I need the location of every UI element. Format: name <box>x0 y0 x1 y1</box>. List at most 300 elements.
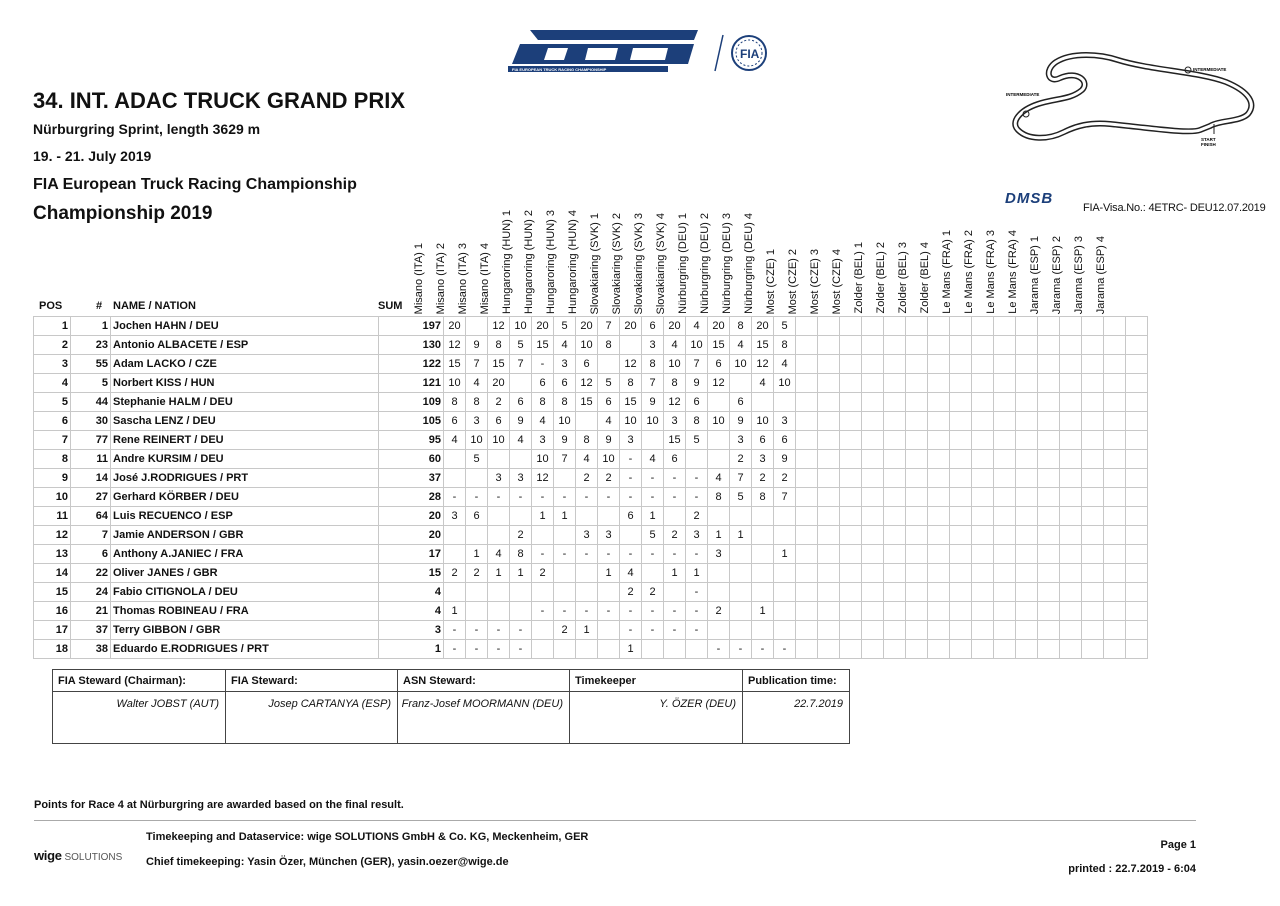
race-points-cell: - <box>620 621 642 640</box>
race-points-cell <box>818 393 840 412</box>
race-points-cell <box>1038 469 1060 488</box>
race-points-cell <box>884 564 906 583</box>
race-points-cell <box>730 583 752 602</box>
race-points-cell <box>708 583 730 602</box>
race-points-cell <box>950 583 972 602</box>
race-header-label: Zolder (BEL) 4 <box>919 242 931 314</box>
race-points-cell <box>972 374 994 393</box>
race-points-cell <box>796 526 818 545</box>
race-points-cell: 7 <box>598 317 620 336</box>
car-number-cell: 38 <box>71 640 111 659</box>
race-points-cell <box>994 469 1016 488</box>
race-points-cell <box>862 583 884 602</box>
race-points-cell: 4 <box>642 450 664 469</box>
race-points-cell: 4 <box>532 412 554 431</box>
race-points-cell <box>488 507 510 526</box>
track-label-intermediate-right: INTERMEDIATE <box>1193 67 1227 72</box>
race-header-label: Jarama (ESP) 4 <box>1095 235 1107 314</box>
race-points-cell <box>928 526 950 545</box>
race-points-cell <box>928 507 950 526</box>
race-points-cell <box>1104 545 1126 564</box>
steward-title: Timekeeper <box>570 670 743 692</box>
driver-name-cell: Luis RECUENCO / ESP <box>111 507 379 526</box>
race-points-cell <box>1104 393 1126 412</box>
race-points-cell <box>1060 526 1082 545</box>
race-points-cell: 4 <box>488 545 510 564</box>
race-points-cell <box>928 488 950 507</box>
race-points-cell: 12 <box>664 393 686 412</box>
race-points-cell <box>532 640 554 659</box>
race-points-cell <box>818 602 840 621</box>
race-points-cell <box>818 355 840 374</box>
driver-name-cell: Terry GIBBON / GBR <box>111 621 379 640</box>
etrc-logo <box>508 26 703 78</box>
race-points-cell: - <box>532 355 554 374</box>
race-points-cell: 10 <box>488 431 510 450</box>
race-points-cell <box>950 412 972 431</box>
race-points-cell: 4 <box>444 431 466 450</box>
race-points-cell <box>972 336 994 355</box>
race-points-cell <box>1038 488 1060 507</box>
race-header-label: Nürburgring (DEU) 2 <box>699 213 711 314</box>
race-points-cell <box>796 545 818 564</box>
position-cell: 9 <box>34 469 71 488</box>
race-points-cell <box>950 431 972 450</box>
race-points-cell <box>862 317 884 336</box>
race-points-cell <box>730 545 752 564</box>
race-points-cell <box>1060 545 1082 564</box>
race-points-cell <box>862 374 884 393</box>
race-points-cell <box>1038 450 1060 469</box>
race-header-label: Hungaroring (HUN) 3 <box>545 210 557 314</box>
race-points-cell <box>752 393 774 412</box>
race-points-cell <box>972 469 994 488</box>
race-points-cell <box>862 431 884 450</box>
race-points-cell <box>818 564 840 583</box>
wige-logo-rest: SOLUTIONS <box>61 852 123 863</box>
position-cell: 10 <box>34 488 71 507</box>
printed-time: printed : 22.7.2019 - 6:04 <box>1068 863 1196 875</box>
race-header <box>805 200 827 316</box>
race-points-cell <box>1082 336 1104 355</box>
race-points-cell: 2 <box>510 526 532 545</box>
race-points-cell <box>1038 393 1060 412</box>
race-points-cell: 12 <box>708 374 730 393</box>
race-points-cell: 1 <box>576 621 598 640</box>
race-points-cell: 1 <box>554 507 576 526</box>
race-points-cell <box>1104 336 1126 355</box>
race-points-cell <box>994 564 1016 583</box>
race-points-cell <box>884 621 906 640</box>
race-points-cell: 2 <box>752 469 774 488</box>
race-points-cell <box>1082 450 1104 469</box>
car-number-cell: 23 <box>71 336 111 355</box>
race-points-cell <box>1038 640 1060 659</box>
race-points-cell: 1 <box>488 564 510 583</box>
race-points-cell <box>818 507 840 526</box>
race-header <box>761 200 783 316</box>
race-points-cell <box>1082 393 1104 412</box>
race-points-cell <box>1082 431 1104 450</box>
race-points-cell <box>950 374 972 393</box>
race-points-cell: 2 <box>488 393 510 412</box>
race-points-cell <box>928 564 950 583</box>
race-points-cell <box>840 640 862 659</box>
car-number-cell: 11 <box>71 450 111 469</box>
race-points-cell: - <box>488 640 510 659</box>
race-points-cell <box>730 621 752 640</box>
race-points-cell <box>796 336 818 355</box>
race-points-cell <box>862 393 884 412</box>
race-points-cell <box>796 488 818 507</box>
race-points-cell <box>950 640 972 659</box>
race-points-cell <box>664 640 686 659</box>
race-points-cell <box>1082 621 1104 640</box>
race-points-cell: - <box>642 545 664 564</box>
race-points-cell <box>972 564 994 583</box>
points-sum-cell: 4 <box>379 602 444 621</box>
race-points-cell <box>1104 450 1126 469</box>
race-points-cell <box>950 469 972 488</box>
race-points-cell: 9 <box>554 431 576 450</box>
race-points-cell: 1 <box>510 564 532 583</box>
race-points-cell <box>994 640 1016 659</box>
points-sum-cell: 122 <box>379 355 444 374</box>
race-points-cell <box>708 431 730 450</box>
race-points-cell <box>1060 336 1082 355</box>
race-points-cell: 3 <box>510 469 532 488</box>
event-dates: 19. - 21. July 2019 <box>33 148 152 164</box>
race-points-cell <box>796 393 818 412</box>
stewards-table <box>52 669 850 744</box>
dmsb-logo: DMSB <box>1005 190 1054 207</box>
race-points-cell <box>752 526 774 545</box>
race-points-cell <box>950 602 972 621</box>
position-cell: 12 <box>34 526 71 545</box>
race-points-cell <box>840 507 862 526</box>
race-points-cell <box>796 374 818 393</box>
race-points-cell <box>774 602 796 621</box>
race-points-cell <box>928 450 950 469</box>
race-points-cell <box>972 431 994 450</box>
race-points-cell <box>906 355 928 374</box>
steward-name: Walter JOBST (AUT) <box>53 692 226 744</box>
race-points-cell: 10 <box>708 412 730 431</box>
race-points-cell <box>994 317 1016 336</box>
race-points-cell <box>1126 583 1148 602</box>
race-points-cell: - <box>532 602 554 621</box>
race-points-cell: 3 <box>488 469 510 488</box>
race-points-cell <box>1016 374 1038 393</box>
race-points-cell <box>1016 393 1038 412</box>
race-points-cell <box>444 450 466 469</box>
race-header <box>453 200 475 316</box>
points-sum-cell: 17 <box>379 545 444 564</box>
race-points-cell <box>554 526 576 545</box>
race-points-cell <box>554 469 576 488</box>
race-points-cell <box>906 640 928 659</box>
fia-visa-number: FIA-Visa.No.: 4ETRC- DEU12.07.2019 <box>1083 202 1266 214</box>
race-points-cell: 1 <box>444 602 466 621</box>
col-header-pos: POS <box>39 300 63 312</box>
race-points-cell: 3 <box>532 431 554 450</box>
race-points-cell <box>1104 583 1126 602</box>
race-points-cell <box>1104 488 1126 507</box>
race-points-cell <box>444 545 466 564</box>
race-points-cell: 6 <box>466 507 488 526</box>
race-points-cell: - <box>554 602 576 621</box>
race-points-cell: 6 <box>708 355 730 374</box>
race-header <box>629 200 651 316</box>
table-row <box>34 374 1148 393</box>
race-points-cell <box>598 355 620 374</box>
etrc-logo-text: FIA EUROPEAN TRUCK RACING CHAMPIONSHIP <box>512 67 607 72</box>
race-points-cell <box>818 621 840 640</box>
race-points-cell: 1 <box>620 640 642 659</box>
car-number-cell: 27 <box>71 488 111 507</box>
position-cell: 4 <box>34 374 71 393</box>
race-header <box>1091 200 1113 316</box>
race-points-cell <box>1082 412 1104 431</box>
table-row <box>34 469 1148 488</box>
race-points-cell <box>862 526 884 545</box>
race-points-cell <box>1126 507 1148 526</box>
table-row <box>34 507 1148 526</box>
race-points-cell: 12 <box>488 317 510 336</box>
race-header-label: Slovakiaring (SVK) 3 <box>633 212 645 314</box>
race-points-cell: - <box>444 488 466 507</box>
race-points-cell <box>906 564 928 583</box>
race-points-cell <box>928 393 950 412</box>
points-sum-cell: 15 <box>379 564 444 583</box>
race-points-cell: 20 <box>488 374 510 393</box>
race-points-cell <box>818 526 840 545</box>
race-points-cell: - <box>620 488 642 507</box>
race-points-cell <box>444 526 466 545</box>
race-points-cell: 2 <box>466 564 488 583</box>
car-number-cell: 24 <box>71 583 111 602</box>
race-points-cell <box>818 545 840 564</box>
race-points-cell <box>994 393 1016 412</box>
race-points-cell <box>1060 450 1082 469</box>
race-points-cell <box>884 507 906 526</box>
table-row <box>34 412 1148 431</box>
race-points-cell <box>1016 412 1038 431</box>
race-points-cell <box>950 564 972 583</box>
race-points-cell: 5 <box>686 431 708 450</box>
race-header-label: Jarama (ESP) 3 <box>1073 235 1085 314</box>
race-points-cell <box>950 545 972 564</box>
race-header <box>1047 200 1069 316</box>
race-points-cell: 20 <box>576 317 598 336</box>
race-points-cell: 1 <box>532 507 554 526</box>
race-points-cell: 8 <box>642 355 664 374</box>
race-header <box>695 200 717 316</box>
race-points-cell: 10 <box>730 355 752 374</box>
race-points-cell: 1 <box>598 564 620 583</box>
race-points-cell <box>1038 412 1060 431</box>
race-points-cell <box>1060 317 1082 336</box>
race-header-label: Slovakiaring (SVK) 4 <box>655 212 667 314</box>
race-header <box>1025 200 1047 316</box>
race-header-label: Misano (ITA) 1 <box>413 242 425 314</box>
race-points-cell <box>884 355 906 374</box>
race-points-cell <box>576 583 598 602</box>
race-header-label: Jarama (ESP) 2 <box>1051 235 1063 314</box>
race-points-cell <box>928 317 950 336</box>
race-points-cell <box>906 507 928 526</box>
race-points-cell <box>862 412 884 431</box>
race-points-cell: 9 <box>730 412 752 431</box>
race-points-cell <box>1082 583 1104 602</box>
race-points-cell <box>840 564 862 583</box>
race-points-cell: 10 <box>686 336 708 355</box>
race-points-cell <box>1104 469 1126 488</box>
race-points-cell <box>840 545 862 564</box>
race-points-cell <box>928 545 950 564</box>
race-points-cell: - <box>466 640 488 659</box>
race-points-cell <box>906 317 928 336</box>
car-number-cell: 64 <box>71 507 111 526</box>
race-points-cell: 20 <box>752 317 774 336</box>
race-points-cell <box>840 374 862 393</box>
position-cell: 5 <box>34 393 71 412</box>
race-header <box>981 200 1003 316</box>
race-points-cell: 10 <box>664 355 686 374</box>
table-row <box>34 393 1148 412</box>
series-name: FIA European Truck Racing Championship <box>33 176 357 193</box>
driver-name-cell: Oliver JANES / GBR <box>111 564 379 583</box>
race-header <box>893 200 915 316</box>
race-points-cell: 8 <box>752 488 774 507</box>
points-sum-cell: 1 <box>379 640 444 659</box>
race-points-cell <box>1016 640 1038 659</box>
race-points-cell <box>884 393 906 412</box>
championship-title: Championship 2019 <box>33 203 213 224</box>
car-number-cell: 5 <box>71 374 111 393</box>
race-points-cell: 1 <box>708 526 730 545</box>
race-header-label: Slovakiaring (SVK) 1 <box>589 212 601 314</box>
race-points-cell: 9 <box>642 393 664 412</box>
race-header <box>1069 200 1091 316</box>
race-points-cell <box>1104 564 1126 583</box>
race-points-cell <box>862 545 884 564</box>
race-points-cell <box>884 336 906 355</box>
race-points-cell <box>928 640 950 659</box>
points-sum-cell: 20 <box>379 507 444 526</box>
race-points-cell: 4 <box>730 336 752 355</box>
race-points-cell <box>1060 355 1082 374</box>
race-points-cell: 12 <box>532 469 554 488</box>
race-points-cell: - <box>664 545 686 564</box>
race-points-cell: 15 <box>708 336 730 355</box>
race-points-cell <box>708 393 730 412</box>
race-points-cell: - <box>576 488 598 507</box>
car-number-cell: 7 <box>71 526 111 545</box>
position-cell: 2 <box>34 336 71 355</box>
race-points-cell <box>1082 488 1104 507</box>
race-points-cell: 3 <box>730 431 752 450</box>
race-points-cell <box>928 336 950 355</box>
race-points-cell <box>488 583 510 602</box>
race-points-cell <box>466 602 488 621</box>
car-number-cell: 37 <box>71 621 111 640</box>
race-points-cell <box>862 488 884 507</box>
race-points-cell <box>994 450 1016 469</box>
driver-name-cell: Stephanie HALM / DEU <box>111 393 379 412</box>
race-points-cell <box>466 317 488 336</box>
race-points-cell <box>708 507 730 526</box>
race-points-cell: 6 <box>620 507 642 526</box>
race-points-cell: - <box>620 602 642 621</box>
steward-title: FIA Steward (Chairman): <box>53 670 226 692</box>
race-header <box>959 200 981 316</box>
race-points-cell <box>796 431 818 450</box>
race-points-cell <box>840 488 862 507</box>
race-points-cell: 8 <box>554 393 576 412</box>
race-points-cell <box>994 488 1016 507</box>
race-points-cell <box>950 488 972 507</box>
fia-logo <box>713 33 769 73</box>
race-points-cell: 5 <box>466 450 488 469</box>
race-points-cell <box>1104 621 1126 640</box>
chief-timekeeping: Chief timekeeping: Yasin Özer, München (GER), yasin.oezer@wige.de <box>146 856 509 868</box>
race-points-cell <box>840 602 862 621</box>
race-points-cell <box>1126 526 1148 545</box>
race-points-cell: - <box>774 640 796 659</box>
race-points-cell <box>972 545 994 564</box>
race-header-label: Zolder (BEL) 3 <box>897 242 909 314</box>
race-points-cell <box>884 412 906 431</box>
race-points-cell: - <box>664 469 686 488</box>
race-points-cell: 8 <box>708 488 730 507</box>
race-points-cell: 6 <box>444 412 466 431</box>
race-points-cell <box>796 621 818 640</box>
position-cell: 1 <box>34 317 71 336</box>
race-points-cell: 2 <box>730 450 752 469</box>
race-points-cell <box>884 317 906 336</box>
position-cell: 18 <box>34 640 71 659</box>
event-title: 34. INT. ADAC TRUCK GRAND PRIX <box>33 88 405 113</box>
race-points-cell <box>1082 564 1104 583</box>
driver-name-cell: Jamie ANDERSON / GBR <box>111 526 379 545</box>
race-points-cell: 10 <box>466 431 488 450</box>
race-points-cell <box>1126 393 1148 412</box>
race-points-cell <box>510 602 532 621</box>
points-note: Points for Race 4 at Nürburgring are awarded based on the final result. <box>34 799 404 811</box>
race-points-cell <box>708 450 730 469</box>
race-points-cell: - <box>576 602 598 621</box>
race-points-cell <box>1104 412 1126 431</box>
race-points-cell: 10 <box>642 412 664 431</box>
race-header <box>783 200 805 316</box>
race-points-cell <box>1038 317 1060 336</box>
col-header-name: NAME / NATION <box>113 300 196 312</box>
race-points-cell: 3 <box>708 545 730 564</box>
race-points-cell <box>884 488 906 507</box>
race-points-cell: 6 <box>730 393 752 412</box>
race-points-cell <box>1104 431 1126 450</box>
race-points-cell: - <box>598 602 620 621</box>
race-points-cell <box>950 621 972 640</box>
car-number-cell: 30 <box>71 412 111 431</box>
race-points-cell: 3 <box>444 507 466 526</box>
race-header-label: Nürburgring (DEU) 4 <box>743 213 755 314</box>
race-points-cell <box>862 640 884 659</box>
position-cell: 15 <box>34 583 71 602</box>
race-points-cell: 7 <box>510 355 532 374</box>
race-points-cell <box>686 640 708 659</box>
